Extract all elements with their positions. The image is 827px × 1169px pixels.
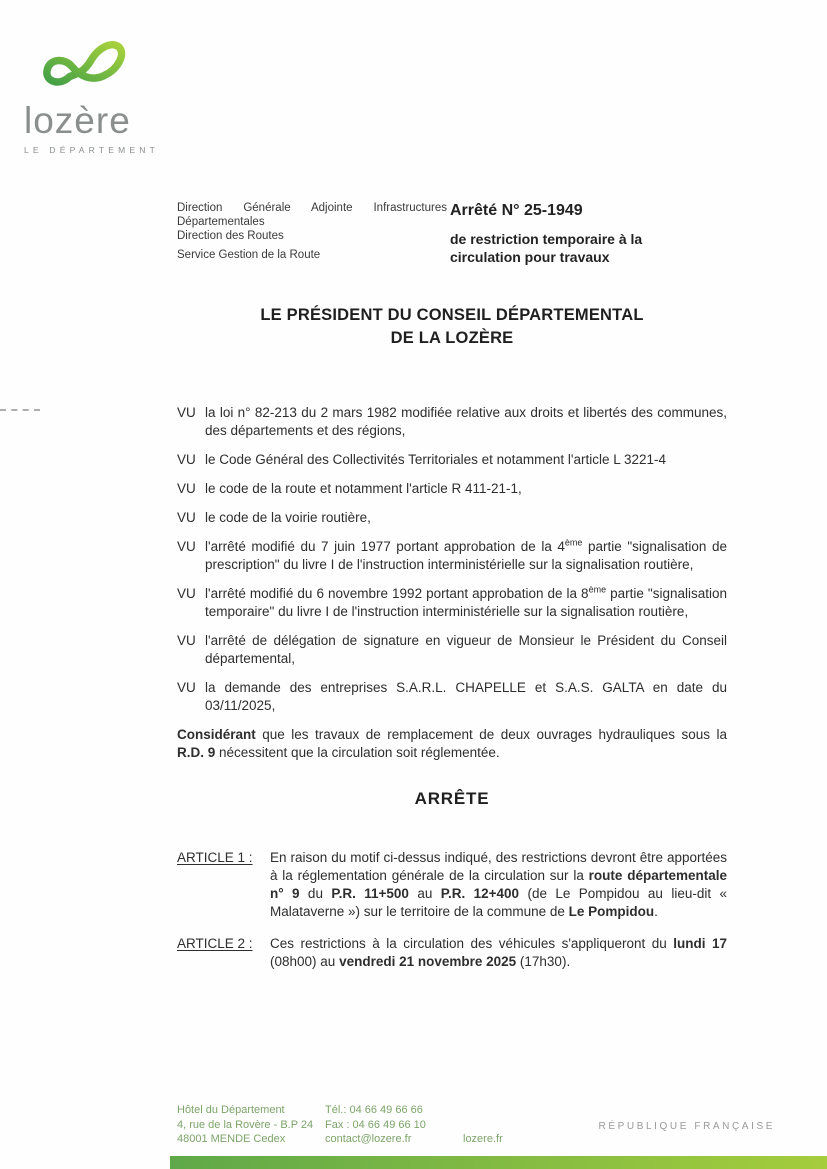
footer-website: lozere.fr [463,1133,503,1145]
article-paragraph-text: En raison du motif ci-dessus indiqué, des restrictions devront être apportées à la réglementation générale de la circulation sur la route départementale n° 9 du P.R. 11+500 au P.R. 12+400 (de Le Pompidou au lieu-dit « Malataverne ») sur le territoire de la commune de Le Pompidou. [270,850,727,919]
vu-paragraph-text: le code de la voirie routière, [205,510,371,525]
vu-paragraph-label: VU [177,633,196,648]
page-title [177,304,727,350]
vu-paragraph-label: VU [177,586,196,601]
arrete-heading: ARRÊTE [414,789,490,808]
lozere-logo [24,30,164,155]
arrete-title-block [450,202,727,266]
vu-paragraph-label: VU [177,680,196,695]
article-paragraph-label: ARTICLE 2 : [177,936,253,951]
vu-section [177,404,727,762]
footer-fax: Fax : 04 66 49 66 10 [325,1118,426,1131]
document-body [177,202,727,985]
vu-paragraph-text: le code de la route et notamment l'article R 411-21-1, [205,481,522,496]
article-paragraph [177,849,727,921]
footer-phone: Tél.: 04 66 49 66 66 [325,1104,423,1116]
document-header [177,202,727,266]
vu-paragraph [177,585,727,621]
issuing-service-block [177,202,447,262]
vu-paragraph [177,538,727,574]
infinity-swoosh-icon [38,30,146,100]
vu-paragraph-text: la demande des entreprises S.A.R.L. CHAPELLE et S.A.S. GALTA en date du 03/11/2025, [205,680,727,713]
vu-paragraph [177,632,727,668]
vu-paragraph-text: Considérant que les travaux de remplacement de deux ouvrages hydrauliques sous la R.D. 9 nécessitent que la circulation soit réglementée. [177,727,727,760]
page-title-line1: LE PRÉSIDENT DU CONSEIL DÉPARTEMENTAL [260,306,644,324]
vu-paragraph-text: le Code Général des Collectivités Territoriales et notamment l'article L 3221-4 [205,452,667,467]
logo-tagline: LE DÉPARTEMENT [24,145,160,155]
article-paragraph-label: ARTICLE 1 : [177,850,253,865]
bottom-green-bar [170,1156,827,1169]
vu-paragraph-label: VU [177,510,196,525]
article-paragraph [177,935,727,971]
footer-address [177,1103,325,1147]
footer [177,1103,503,1147]
vu-paragraph [177,480,727,498]
vu-paragraph-label: VU [177,481,196,496]
vu-paragraph [177,726,727,762]
articles-section [177,849,727,971]
footer-contact [325,1103,463,1147]
vu-paragraph-label: VU [177,405,196,420]
vu-paragraph [177,509,727,527]
footer-address-line: 4, rue de la Rovère - B.P 24 [177,1118,314,1131]
logo-wordmark: lozère [24,100,131,141]
arrete-subtitle: de restriction temporaire à la circulation pour travaux [450,231,643,265]
vu-paragraph-text: l'arrêté de délégation de signature en vigueur de Monsieur le Président du Conseil départemental, [205,633,727,666]
vu-paragraph-label: VU [177,452,196,467]
service-line: Service Gestion de la Route [177,248,321,261]
footer-email: contact@lozere.fr [325,1133,412,1145]
vu-paragraph-label: VU [177,539,196,554]
article-paragraph-text: Ces restrictions à la circulation des véhicules s'appliqueront du lundi 17 (08h00) au vendredi 21 novembre 2025 (17h30). [270,936,727,969]
service-line: Direction des Routes [177,230,284,242]
footer-address-line: 48001 MENDE Cedex [177,1133,286,1145]
scan-fold-mark [0,409,40,411]
vu-paragraph-text: l'arrêté modifié du 6 novembre 1992 portant approbation de la 8ème partie "signalisation temporaire" du livre I de l'instruction interministérielle sur la signalisation routière, [205,584,727,619]
page-title-line2: DE LA LOZÈRE [390,329,514,347]
vu-paragraph-text: l'arrêté modifié du 7 juin 1977 portant approbation de la 4ème partie "signalisation de prescription" du livre I de l'instruction interministérielle sur la signalisation routière, [205,537,727,572]
republique-francaise-label: RÉPUBLIQUE FRANÇAISE [598,1121,775,1132]
service-line: Direction Générale Adjointe Infrastructures Départementales [177,202,447,228]
vu-paragraph-text: la loi n° 82-213 du 2 mars 1982 modifiée relative aux droits et libertés des communes, des départements et des régions, [205,405,727,438]
vu-paragraph [177,451,727,469]
arrete-number: Arrêté N° 25-1949 [450,202,583,219]
footer-address-line: Hôtel du Département [177,1104,285,1116]
vu-paragraph [177,679,727,715]
vu-paragraph [177,404,727,440]
